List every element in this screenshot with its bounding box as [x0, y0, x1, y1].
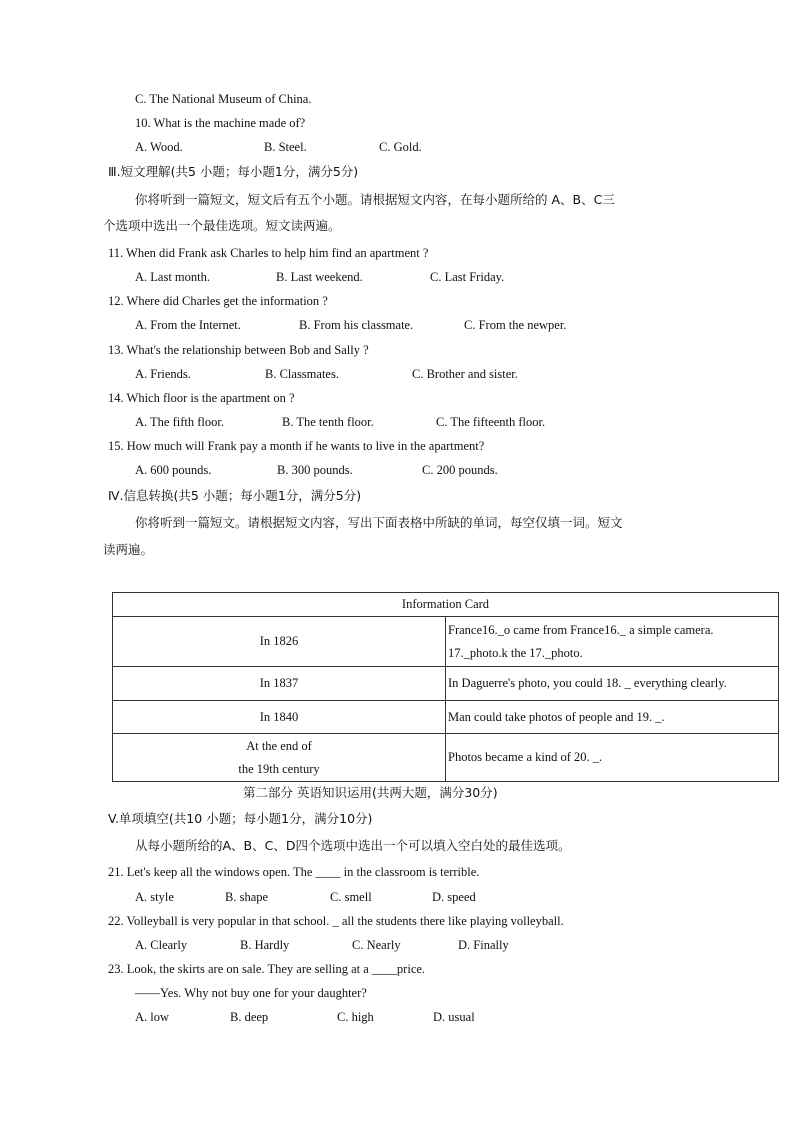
row-1840-desc: Man could take photos of people and 19. _. [446, 701, 779, 734]
section3-instr-2: 个选项中选出一个最佳选项。短文读两遍。 [103, 218, 341, 233]
q12-option-a: A. From the Internet. [135, 318, 241, 332]
q21-option-b: B. shape [225, 890, 269, 904]
q22-option-d: D. Finally [458, 938, 509, 952]
q14-option-b: B. The tenth floor. [282, 415, 374, 429]
section5-instr: 从每小题所给的A、B、C、D四个选项中选出一个可以填入空白处的最佳选项。 [135, 838, 571, 853]
row-1840-year: In 1840 [113, 701, 446, 734]
q23-reply: ——Yes. Why not buy one for your daughter? [135, 986, 367, 1000]
part2-title: 第二部分 英语知识运用(共两大题，满分30分) [243, 785, 498, 800]
q15-question: 15. How much will Frank pay a month if he wants to live in the apartment? [108, 439, 485, 453]
row-1826-year: In 1826 [113, 617, 446, 667]
q21-option-c: C. smell [330, 890, 372, 904]
section3-title: Ⅲ.短文理解(共5 小题；每小题1分，满分5分) [108, 164, 359, 179]
information-card-table [112, 592, 779, 782]
q11-option-c: C. Last Friday. [430, 270, 505, 284]
q13-option-a: A. Friends. [135, 367, 191, 381]
q22-option-a: A. Clearly [135, 938, 188, 952]
row-1826-desc [446, 617, 779, 667]
row-19th-year-line2: the 19th century [238, 761, 320, 776]
q13-question: 13. What's the relationship between Bob and Sally ? [108, 343, 369, 357]
q22-option-b: B. Hardly [240, 938, 290, 952]
q11-question: 11. When did Frank ask Charles to help him find an apartment ? [108, 246, 429, 260]
q11-option-a: A. Last month. [135, 270, 210, 284]
section4-title: Ⅳ.信息转换(共5 小题；每小题1分，满分5分) [108, 488, 362, 503]
section4-instr-1: 你将听到一篇短文。请根据短文内容，写出下面表格中所缺的单词，每空仅填一词。短文 [135, 515, 623, 530]
q21-question: 21. Let's keep all the windows open. The ____ in the classroom is terrible. [108, 865, 480, 879]
q12-option-c: C. From the newper. [464, 318, 567, 332]
q15-option-b: B. 300 pounds. [277, 463, 353, 477]
row-1826-desc-line2: 17._photo.k the 17._photo. [448, 645, 583, 660]
section5-title: V.单项填空(共10 小题；每小题1分，满分10分) [108, 811, 373, 826]
q9-option-c: C. The National Museum of China. [135, 92, 312, 106]
q14-question: 14. Which floor is the apartment on ? [108, 391, 295, 405]
q14-option-c: C. The fifteenth floor. [436, 415, 546, 429]
q23-question: 23. Look, the skirts are on sale. They are selling at a ____price. [108, 962, 426, 976]
row-19th-year-line1: At the end of [246, 738, 312, 753]
row-19th-century-desc: Photos became a kind of 20. _. [446, 734, 779, 782]
q12-question: 12. Where did Charles get the information ? [108, 294, 328, 308]
section3-instr-1: 你将听到一篇短文，短文后有五个小题。请根据短文内容，在每小题所给的 A、B、C三 [135, 192, 615, 207]
q23-option-c: C. high [337, 1010, 374, 1024]
section4-instr-2: 读两遍。 [103, 542, 154, 557]
q15-option-c: C. 200 pounds. [422, 463, 498, 477]
q23-option-a: A. low [135, 1010, 170, 1024]
q21-option-a: A. style [135, 890, 174, 904]
row-19th-century-year [113, 734, 446, 782]
row-1837-year: In 1837 [113, 667, 446, 701]
q15-option-a: A. 600 pounds. [135, 463, 212, 477]
q13-option-c: C. Brother and sister. [412, 367, 518, 381]
row-1826-desc-line1: France16._o came from France16._ a simple camera. [448, 622, 714, 637]
q12-option-b: B. From his classmate. [299, 318, 414, 332]
q22-option-c: C. Nearly [352, 938, 401, 952]
card-title: Information Card [113, 593, 779, 617]
q10-option-b: B. Steel. [264, 140, 307, 154]
q10-question: 10. What is the machine made of? [135, 116, 306, 130]
q13-option-b: B. Classmates. [265, 367, 339, 381]
q23-option-d: D. usual [433, 1010, 475, 1024]
q14-option-a: A. The fifth floor. [135, 415, 224, 429]
q21-option-d: D. speed [432, 890, 476, 904]
row-1837-desc: In Daguerre's photo, you could 18. _ everything clearly. [446, 667, 779, 701]
q10-option-a: A. Wood. [135, 140, 183, 154]
q23-option-b: B. deep [230, 1010, 269, 1024]
q22-question: 22. Volleyball is very popular in that school. _ all the students there like playing volleyball. [108, 914, 564, 928]
q10-option-c: C. Gold. [379, 140, 422, 154]
q11-option-b: B. Last weekend. [276, 270, 363, 284]
